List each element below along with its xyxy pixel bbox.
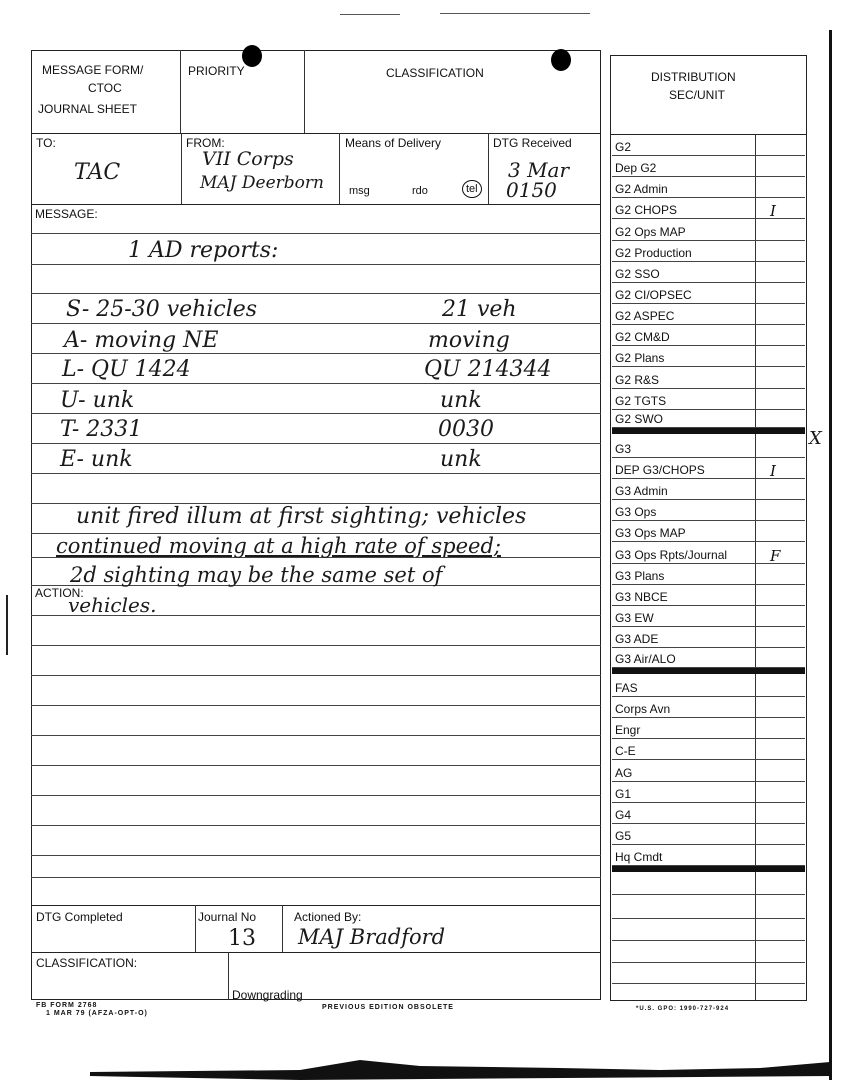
dist-row-name: G2 Ops MAP <box>615 225 686 239</box>
message-label: MESSAGE: <box>35 207 98 221</box>
dist-row-name: G3 EW <box>615 611 654 625</box>
dist-row-name: AG <box>615 766 633 780</box>
dist-row-name: G3 NBCE <box>615 590 668 604</box>
dist-row-name: G2 TGTS <box>615 394 667 408</box>
distribution-title-line1: DISTRIBUTION <box>651 70 736 84</box>
dist-row-name: G4 <box>615 808 632 822</box>
salute-activity: A- moving NE <box>64 328 219 353</box>
classification-label: CLASSIFICATION <box>386 66 484 80</box>
dist-row-separator <box>612 717 805 718</box>
dist-row-separator <box>612 324 805 325</box>
dist-row-name: FAS <box>615 681 638 695</box>
dist-row-name: G1 <box>615 787 632 801</box>
dist-row <box>612 541 805 563</box>
margin-mark: X <box>809 428 822 449</box>
dist-row-separator <box>612 647 805 648</box>
punch-hole <box>551 49 571 71</box>
form-title-line2: CTOC <box>88 81 122 95</box>
dist-row-name: G3 ADE <box>615 632 659 646</box>
dist-row <box>612 303 805 324</box>
salute-size: S- 25-30 vehicles <box>66 297 258 322</box>
narrative-line: unit fired illum at first sighting; vehicles <box>76 504 527 529</box>
scan-edge <box>6 595 8 655</box>
distribution-title-line2: SEC/UNIT <box>669 88 726 102</box>
from-line2: MAJ Deerborn <box>200 173 324 193</box>
priority-label: PRIORITY <box>188 64 245 78</box>
dist-row-separator <box>612 197 805 198</box>
dist-row <box>612 647 805 667</box>
dist-row-separator <box>612 155 805 156</box>
dist-mark: I <box>770 462 776 480</box>
dist-mark: I <box>770 202 776 220</box>
dist-row-separator <box>612 738 805 739</box>
dist-row <box>612 282 805 303</box>
dist-row <box>612 478 805 499</box>
dist-row <box>612 717 805 738</box>
dist-row <box>612 563 805 584</box>
dist-row-separator <box>612 478 805 479</box>
gpo-note: *U.S. GPO: 1990-727-924 <box>636 1006 730 1012</box>
dist-row <box>612 457 805 478</box>
dist-row-name: Engr <box>615 723 641 737</box>
dist-row <box>612 135 805 155</box>
dist-row <box>612 759 805 781</box>
dist-row-separator <box>612 345 805 346</box>
dist-row-separator <box>612 781 805 782</box>
scan-artifact-top <box>440 13 590 14</box>
classification-footer-label: CLASSIFICATION: <box>36 956 138 970</box>
dist-row <box>612 177 805 197</box>
dist-row-name: G3 Ops <box>615 505 657 519</box>
delivery-rdo: rdo <box>412 185 428 197</box>
dist-row-separator <box>612 218 805 219</box>
journal-no-value: 13 <box>228 926 256 951</box>
dist-row-name: G3 Ops Rpts/Journal <box>615 548 728 562</box>
dist-row-name: Hq Cmdt <box>615 850 663 864</box>
dist-row-separator <box>612 261 805 262</box>
dist-row-separator <box>612 823 805 824</box>
dist-mark: F <box>770 547 781 565</box>
to-label: TO: <box>36 136 56 150</box>
dist-row <box>612 261 805 282</box>
dist-row-name: C-E <box>615 744 636 758</box>
dist-row-separator <box>612 282 805 283</box>
dist-row <box>612 520 805 541</box>
dist-row <box>612 626 805 647</box>
dist-row-separator <box>612 667 805 668</box>
dtg-received-label: DTG Received <box>493 136 572 150</box>
dist-row <box>612 366 805 388</box>
dist-row <box>612 738 805 759</box>
dtg-received-date: 3 Mar <box>508 158 570 182</box>
dist-row-name: DEP G3/CHOPS <box>615 463 705 477</box>
salute-unit: U- unk <box>60 388 135 413</box>
dist-row-name: Dep G2 <box>615 161 657 175</box>
dist-row-name: G2 R&S <box>615 373 660 387</box>
dist-row-name: G2 CM&D <box>615 330 670 344</box>
dist-row-name: Corps Avn <box>615 702 671 716</box>
dist-row-separator <box>612 844 805 845</box>
dist-row-separator <box>612 240 805 241</box>
form-id-line1: FB FORM 2768 <box>36 1002 98 1009</box>
salute-time: T- 2331 <box>60 417 143 442</box>
dist-row <box>612 823 805 844</box>
dist-row <box>612 345 805 366</box>
dist-row <box>612 499 805 520</box>
dist-row-separator <box>612 388 805 389</box>
dist-row-name: G2 <box>615 140 632 154</box>
group-divider <box>612 667 805 674</box>
delivery-tel: tel <box>462 180 482 198</box>
dist-row-separator <box>612 409 805 410</box>
group-divider <box>612 427 805 434</box>
salute-unit-value: unk <box>440 388 482 413</box>
to-value: TAC <box>74 160 121 185</box>
actioned-by-label: Actioned By: <box>294 910 362 924</box>
dist-row-name: G2 ASPEC <box>615 309 675 323</box>
dist-row <box>612 781 805 802</box>
dist-row <box>612 436 805 457</box>
dist-row <box>612 675 805 696</box>
dist-row-separator <box>612 176 805 177</box>
dist-row-name: G2 SSO <box>615 267 660 281</box>
dtg-received-time: 0150 <box>506 178 557 202</box>
group-divider <box>612 865 805 872</box>
dist-row <box>612 802 805 823</box>
dist-row-separator <box>612 427 805 428</box>
salute-time-value: 0030 <box>438 417 494 442</box>
dist-row-name: G3 Ops MAP <box>615 526 686 540</box>
dist-row <box>612 696 805 717</box>
dist-row-name: G3 Admin <box>615 484 668 498</box>
salute-location-value: QU 214344 <box>424 357 552 382</box>
dist-row-name: G5 <box>615 829 632 843</box>
punch-hole <box>242 45 262 67</box>
form-title-line1: MESSAGE FORM/ <box>42 63 144 77</box>
scan-streak-bottom <box>0 1040 850 1087</box>
previous-edition-note: PREVIOUS EDITION OBSOLETE <box>322 1004 454 1011</box>
dist-row <box>612 219 805 240</box>
narrative-line: vehicles. <box>68 593 157 617</box>
dist-row-name: G2 CI/OPSEC <box>615 288 692 302</box>
actioned-by-value: MAJ Bradford <box>298 925 446 949</box>
delivery-label: Means of Delivery <box>345 136 442 150</box>
dist-row-separator <box>612 584 805 585</box>
action-label: ACTION: <box>35 586 84 600</box>
dist-row-name: G3 Air/ALO <box>615 652 676 666</box>
dist-row-separator <box>612 626 805 627</box>
dist-row <box>612 240 805 261</box>
salute-equipment: E- unk <box>60 447 133 472</box>
salute-size-value: 21 veh <box>442 297 517 322</box>
dist-row-separator <box>612 802 805 803</box>
from-label: FROM: <box>186 136 225 150</box>
dist-row <box>612 409 805 427</box>
dist-row-separator <box>612 303 805 304</box>
dist-row-name: G2 CHOPS <box>615 203 678 217</box>
dtg-completed-label: DTG Completed <box>36 910 123 924</box>
form-title-line3: JOURNAL SHEET <box>38 102 137 116</box>
delivery-msg: msg <box>349 185 370 197</box>
dist-row <box>612 156 805 176</box>
message-intro: 1 AD reports: <box>128 238 279 263</box>
dist-row-separator <box>612 759 805 760</box>
dist-row-name: G2 Admin <box>615 182 668 196</box>
from-line1: VII Corps <box>202 148 294 170</box>
dist-row-separator <box>612 696 805 697</box>
form-id-line2: 1 MAR 79 (AFZA-OPT-O) <box>46 1010 148 1017</box>
narrative-line: continued moving at a high rate of speed; <box>56 534 501 558</box>
dist-row-separator <box>612 499 805 500</box>
scan-artifact-top <box>340 14 400 15</box>
dist-row <box>612 844 805 865</box>
dist-row <box>612 388 805 409</box>
dist-row-separator <box>612 563 805 564</box>
scan-edge <box>829 30 832 1080</box>
salute-location: L- QU 1424 <box>62 357 191 382</box>
dist-row-separator <box>612 457 805 458</box>
dist-row <box>612 584 805 605</box>
dist-row-separator <box>612 520 805 521</box>
dist-row-name: G2 SWO <box>615 412 664 426</box>
dist-row <box>612 605 805 626</box>
dist-row <box>612 324 805 345</box>
narrative-line: 2d sighting may be the same set of <box>70 563 443 587</box>
dist-row-name: G3 Plans <box>615 569 665 583</box>
dist-row-separator <box>612 605 805 606</box>
dist-row-separator <box>612 865 805 866</box>
salute-equipment-value: unk <box>440 447 482 472</box>
dist-row <box>612 198 805 218</box>
dist-row-separator <box>612 541 805 542</box>
dist-row-name: G2 Production <box>615 246 692 260</box>
salute-activity-value: moving <box>428 328 510 353</box>
dist-row-name: G2 Plans <box>615 351 665 365</box>
dist-row-name: G3 <box>615 442 632 456</box>
downgrading-label: Downgrading <box>232 988 303 1002</box>
dist-row-separator <box>612 366 805 367</box>
journal-no-label: Journal No <box>198 910 257 924</box>
